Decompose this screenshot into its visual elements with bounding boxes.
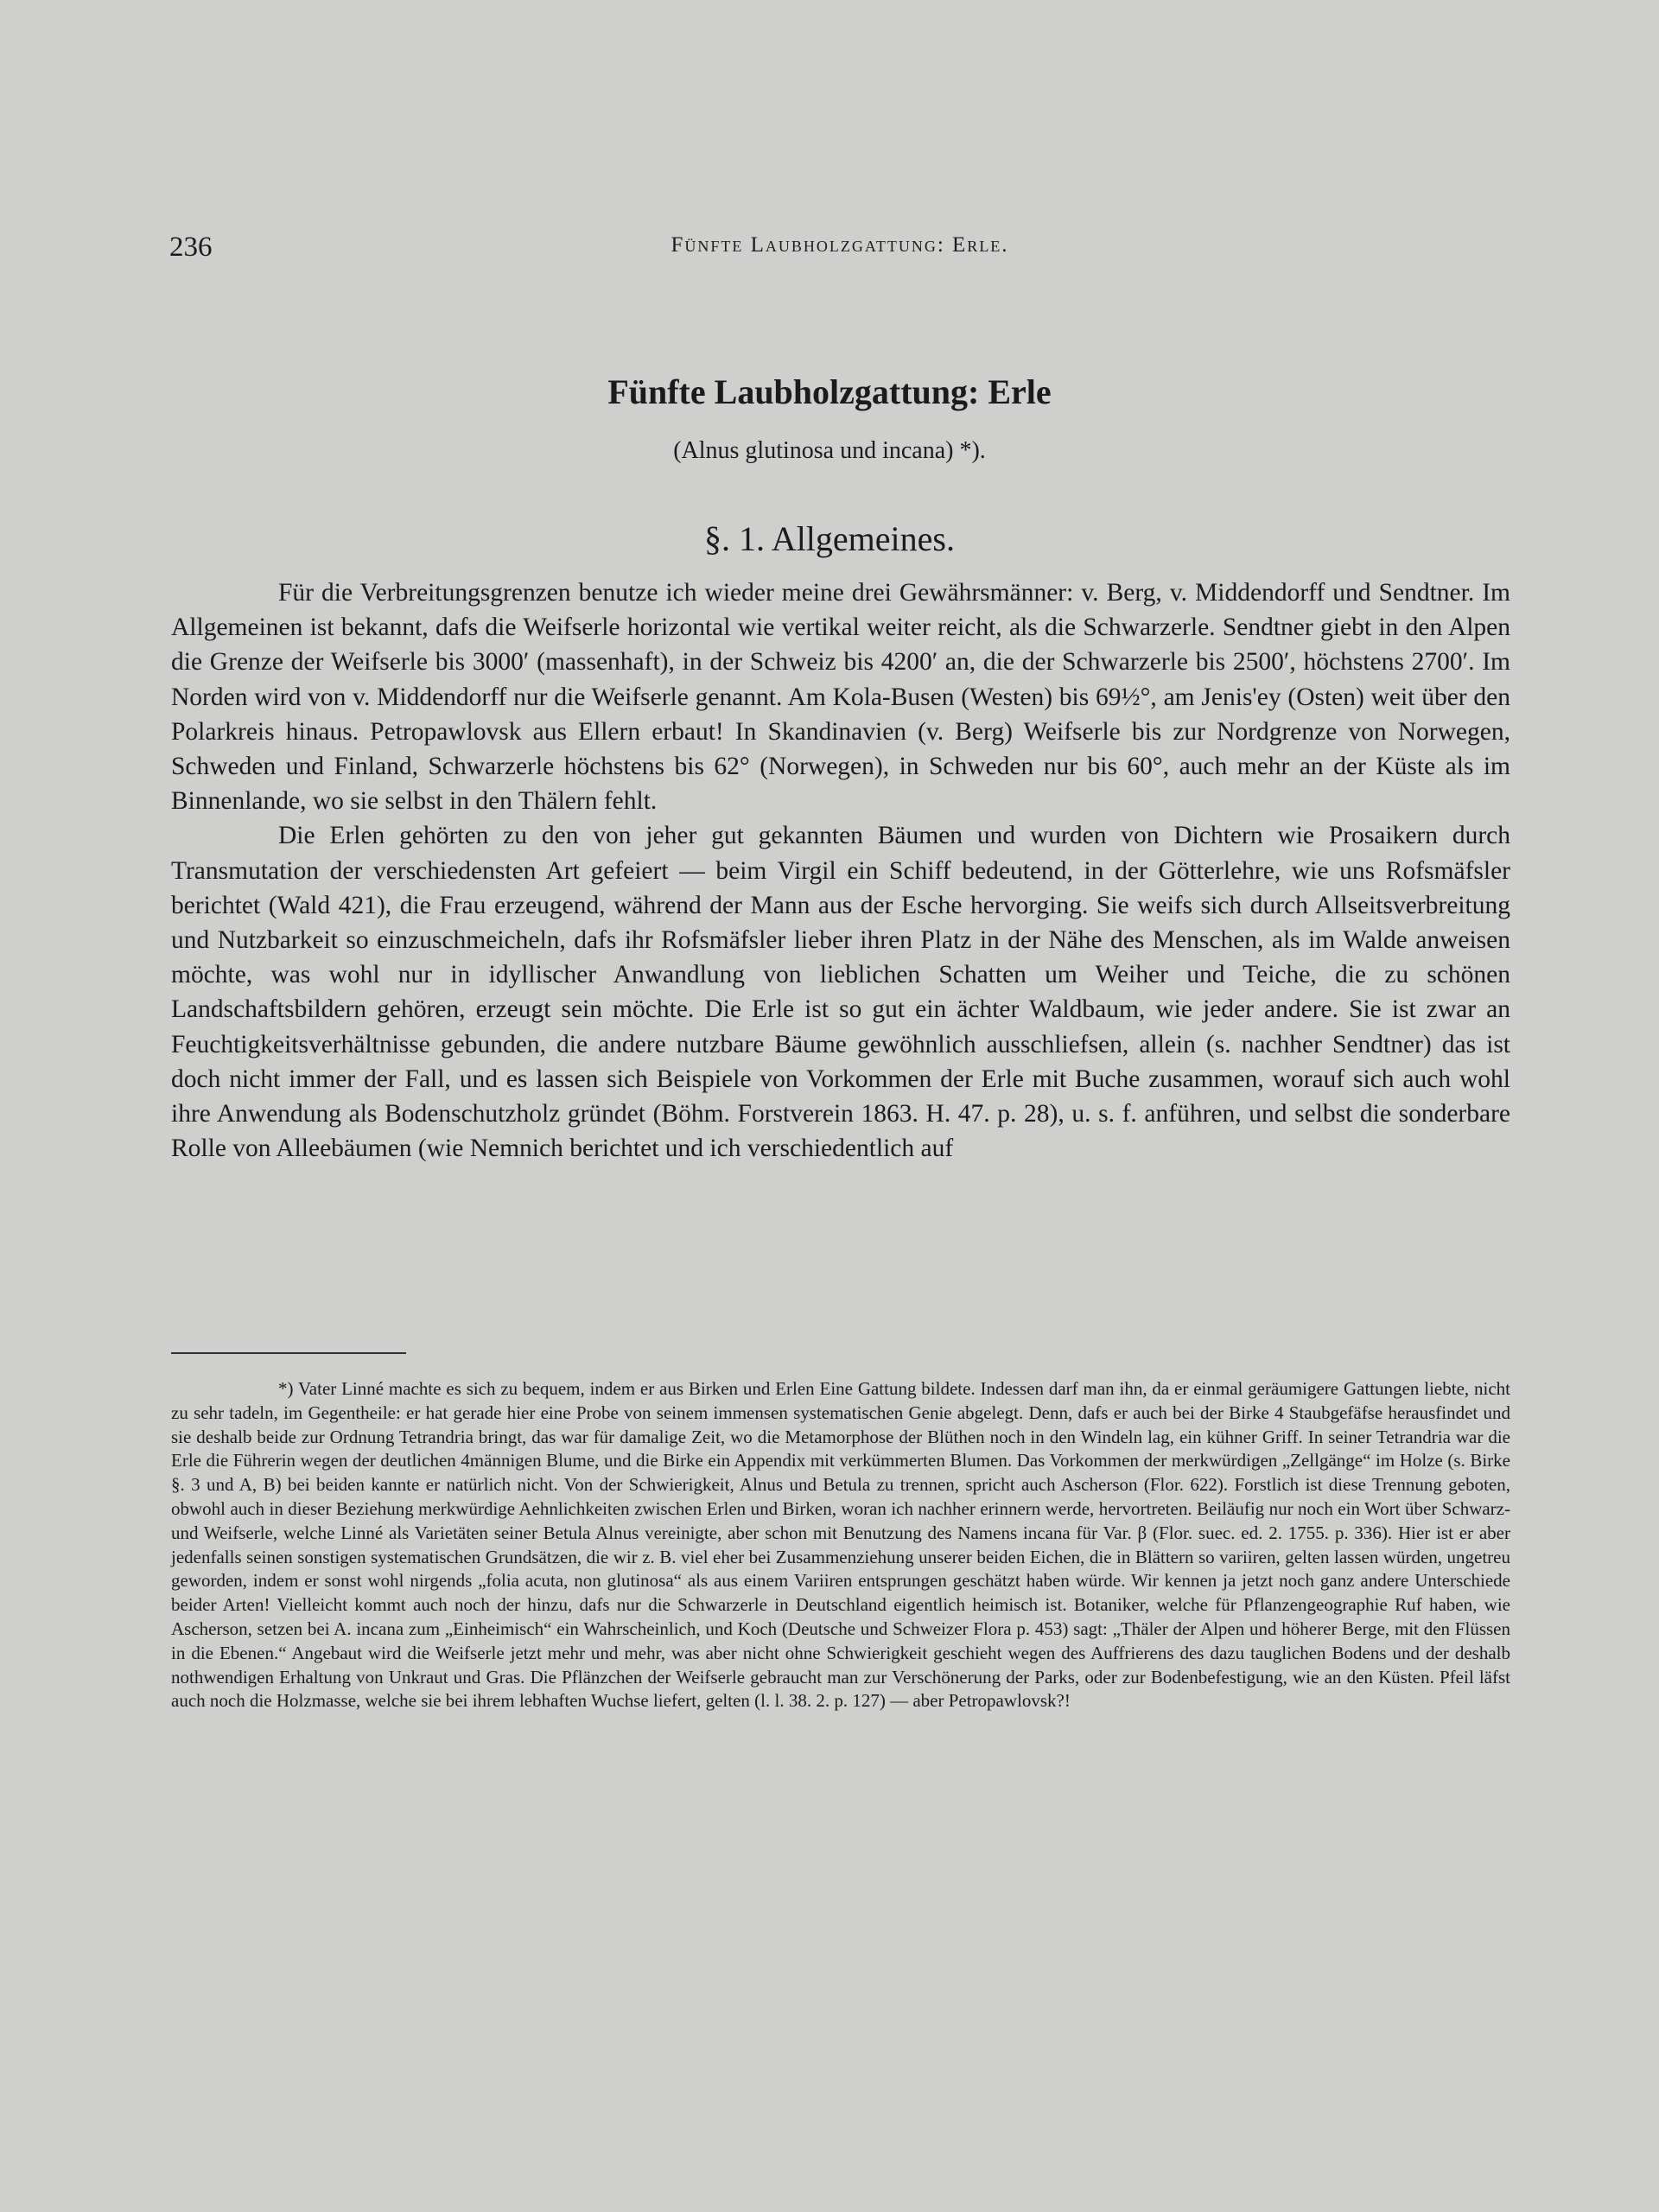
chapter-title: Fünfte Laubholzgattung: Erle <box>607 372 1052 411</box>
section-heading: §. 1. Allgemeines. <box>704 519 955 558</box>
running-head <box>169 232 1510 266</box>
running-title: Fünfte Laubholzgattung: Erle. <box>671 233 1009 257</box>
paragraph: Für die Verbreitungsgrenzen benutze ich wieder meine drei Gewährsmänner: v. Berg, v. Middendorff und Sendtner. Im Allgemeinen ist bekannt, dafs die Weifserle horizontal wie vertikal weiter reicht, als die Schwarzerle. Sendtner giebt in den Alpen die Grenze der Weifserle bis 3000′ (massenhaft), in der Schweiz bis 4200′ an, die der Schwarzerle bis 2500′, höchstens 2700′. Im Norden wird von v. Middendorff nur die Weifserle genannt. Am Kola-Busen (Westen) bis 69½°, am Jenis'ey (Osten) weit über den Polarkreis hinaus. Petropawlovsk aus Ellern erbaut! In Skandinavien (v. Berg) Weifserle bis zur Nordgrenze von Norwegen, Schweden und Finland, Schwarzerle höchstens bis 62° (Norwegen), in Schweden nur bis 60°, auch mehr an der Küste als im Binnenlande, wo sie selbst in den Thälern fehlt. <box>171 579 1510 816</box>
page-number: 236 <box>169 232 213 263</box>
footnote: *) Vater Linné machte es sich zu bequem, indem er aus Birken und Erlen Eine Gattung bildete. Indessen darf man ihn, da er einmal geräumigere Gattungen liebte, nicht zu sehr tadeln, im Gegentheile: er hat gerade hier eine Probe von seinem immensen systematischen Genie abgelegt. Denn, dafs er auch bei der Birke 4 Staubgefäfse herausfindet und sie deshalb beide zur Ordnung Tetrandria bringt, das war für damalige Zeit, wo die Metamorphose der Blüthen noch in den Windeln lag, ein kühner Griff. In seiner Tetrandria war die Erle die Führerin wegen der deutlichen 4männigen Blume, und die Birke ein Appendix mit verkümmerten Blumen. Das Vorkommen der merkwürdigen „Zellgänge“ im Holze (s. Birke §. 3 und A, B) bei beiden kannte er natürlich nicht. Von der Schwierigkeit, Alnus und Betula zu trennen, spricht auch Ascherson (Flor. 622). Forstlich ist diese Trennung geboten, obwohl auch in dieser Beziehung merkwürdige Aehnlichkeiten zwischen Erlen und Birken, woran ich nachher erinnern werde, hervortreten. Beiläufig nur noch ein Wort über Schwarz- und Weifserle, welche Linné als Varietäten seiner Betula Alnus vereinigte, aber schon mit Benutzung des Namens incana für Var. β (Flor. suec. ed. 2. 1755. p. 336). Hier ist er aber jedenfalls seinen sonstigen systematischen Grundsätzen, die wir z. B. viel eher bei Zusammenziehung unserer beiden Eichen, die in Blättern so variiren, gelten lassen würden, ungetreu geworden, indem er sonst wohl nirgends „folia acuta, non glutinosa“ als aus einem Variiren entsprungen geschätzt haben würde. Wir kennen ja jetzt noch ganz andere Unterschiede beider Arten! Vielleicht kommt auch noch der hinzu, dafs nur die Schwarzerle in Deutschland eigentlich heimisch ist. Botaniker, welche für Pflanzengeographie Ruf haben, wie Ascherson, setzen bei A. incana zum „Einheimisch“ ein Wahrscheinlich, und Koch (Deutsche und Schweizer Flora p. 453) sagt: „Thäler der Alpen und höherer Berge, mit den Flüssen in die Ebenen.“ Angebaut wird die Weifserle jetzt mehr und mehr, was aber nicht ohne Schwierigkeit geschieht wegen des Auffrierens des dazu tauglichen Bodens und der deshalb nothwendigen Erhaltung von Unkraut und Gras. Die Pflänzchen der Weifserle gebraucht man zur Verschönerung der Parks, oder zur Bodenbefestigung, wie an den Küsten. Pfeil läfst auch noch die Holzmasse, welche sie bei ihrem lebhaften Wuchse liefert, gelten (l. l. 38. 2. p. 127) — aber Petropawlovsk?! <box>171 1378 1510 1712</box>
body-text <box>171 575 1510 1166</box>
paragraph: Die Erlen gehörten zu den von jeher gut gekannten Bäumen und wurden von Dichtern wie Prosaikern durch Transmutation der verschiedensten Art gefeiert — beim Virgil ein Schiff bedeutend, in der Götterlehre, wie uns Rofsmäfsler berichtet (Wald 421), die Frau erzeugend, während der Mann aus der Esche hervorging. Sie weifs sich durch Allseitsverbreitung und Nutzbarkeit so einzuschmeicheln, dafs ihr Rofsmäfsler lieber ihren Platz in der Nähe des Menschen, als im Walde anweisen möchte, was wohl nur in idyllischer Anwandlung von lieblichen Schatten um Weiher und Teiche, die zu schönen Landschaftsbildern gehören, erzeugt sein möchte. Die Erle ist so gut ein ächter Waldbaum, wie jeder andere. Sie ist zwar an Feuchtigkeitsverhältnisse gebunden, die andere nutzbare Bäume gewöhnlich ausschliefsen, allein (s. nachher Sendtner) das ist doch nicht immer der Fall, und es lassen sich Beispiele von Vorkommen der Erle mit Buche zusammen, worauf sich auch wohl ihre Anwendung als Bodenschutzholz gründet (Böhm. Forstverein 1863. H. 47. p. 28), u. s. f. anführen, und selbst die sonderbare Rolle von Alleebäumen (wie Nemnich berichtet und ich verschiedentlich auf <box>171 822 1510 1163</box>
chapter-subtitle: (Alnus glutinosa und incana) *). <box>673 437 986 464</box>
footnote-divider <box>171 1352 406 1354</box>
